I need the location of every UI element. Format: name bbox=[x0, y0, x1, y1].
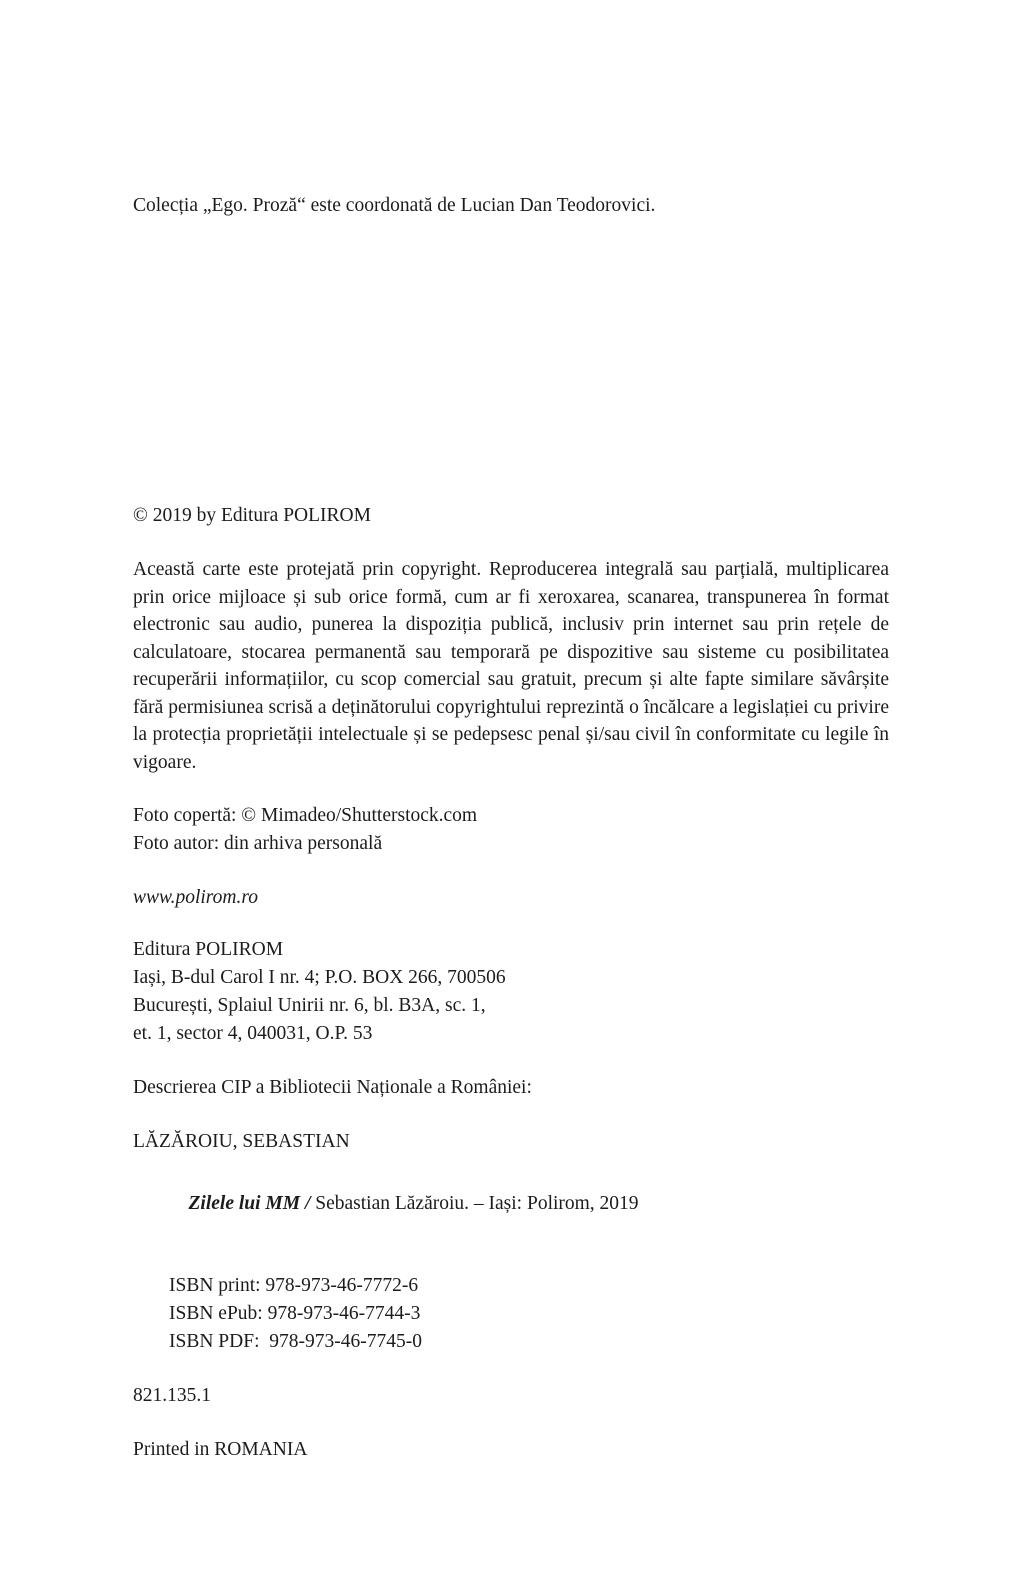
publisher-block bbox=[133, 936, 889, 1048]
cip-author: LĂZĂROIU, SEBASTIAN bbox=[133, 1131, 350, 1152]
copyright-page bbox=[133, 0, 889, 1464]
isbn-pdf: ISBN PDF: 978-973-46-7745-0 bbox=[169, 1331, 422, 1352]
publisher-name: Editura POLIROM bbox=[133, 939, 284, 960]
classification-number: 821.135.1 bbox=[133, 1385, 211, 1406]
cip-title-italic: Zilele lui MM / bbox=[188, 1193, 311, 1214]
copyright-line: © 2019 by Editura POLIROM bbox=[133, 505, 371, 526]
photo-credit-author: Foto autor: din arhiva personală bbox=[133, 833, 383, 854]
publisher-address-line3: et. 1, sector 4, 040031, O.P. 53 bbox=[133, 1023, 373, 1044]
copyright-notice-paragraph: Această carte este protejată prin copyright. Reproducerea integrală sau parțială, multiplicarea prin orice mijloace și sub orice formă, cum ar fi xeroxarea, scanarea, transpunerea în format electronic sau audio, punerea la dispoziția publică, inclusiv prin internet sau prin rețele de calculatoare, stocarea permanentă sau temporară pe dispozitive sau sisteme cu posibilitatea recuperării informațiilor, cu scop comercial sau gratuit, precum și alte fapte similare săvârșite fără permisiunea scrisă a deținătorului copyrightului reprezintă o încălcare a legislației cu privire la protecția proprietății intelectuale și se pedepsesc penal și/sau civil în conformitate cu legile în vigoare. bbox=[133, 559, 889, 773]
printed-in-note: Printed in ROMANIA bbox=[133, 1439, 308, 1460]
cip-title bbox=[133, 1162, 889, 1246]
photo-credits bbox=[133, 802, 889, 858]
publisher-address-line2: București, Splaiul Unirii nr. 6, bl. B3A, sc. 1, bbox=[133, 995, 486, 1016]
isbn-epub: ISBN ePub: 978-973-46-7744-3 bbox=[169, 1303, 421, 1324]
publisher-website: www.polirom.ro bbox=[133, 887, 258, 908]
collection-note: Colecția „Ego. Proză“ este coordonată de Lucian Dan Teodorovici. bbox=[133, 195, 656, 216]
publisher-address-line1: Iași, B-dul Carol I nr. 4; P.O. BOX 266, 700506 bbox=[133, 967, 506, 988]
isbn-print: ISBN print: 978-973-46-7772-6 bbox=[169, 1275, 419, 1296]
cip-title-rest: Sebastian Lăzăroiu. – Iași: Polirom, 2019 bbox=[310, 1193, 639, 1214]
photo-credit-cover: Foto copertă: © Mimadeo/Shutterstock.com bbox=[133, 805, 478, 826]
isbn-block bbox=[133, 1272, 889, 1356]
cip-heading: Descrierea CIP a Bibliotecii Naționale a României: bbox=[133, 1077, 532, 1098]
